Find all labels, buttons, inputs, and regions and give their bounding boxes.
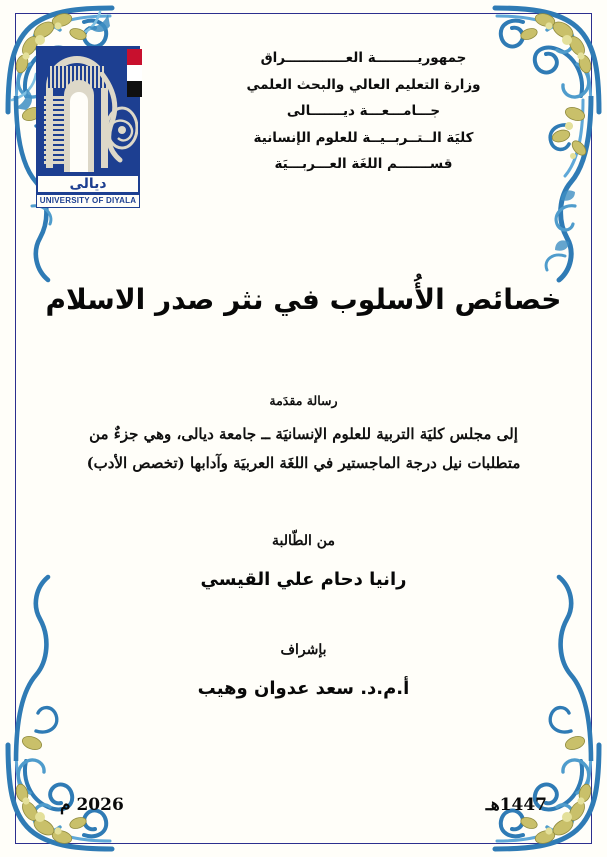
submission-heading: رسالة مقدَمة: [269, 393, 338, 408]
student-label: من الطّالبة: [272, 533, 335, 549]
cover-content: [34, 20, 573, 837]
logo-name-arabic: ديالى: [36, 174, 140, 194]
institution-lines: [148, 46, 573, 185]
submission-line-1: إلى مجلس كليَة التربية للعلوم الإنسانيَة ــ جامعة ديالى، وهي جزءٌ من: [89, 425, 518, 443]
submission-line-2: متطلبات نيل درجة الماجستير في اللغَة العربيَة وآدابها (تخصص الأدب): [86, 453, 521, 472]
supervisor-label: بإشراف: [280, 642, 327, 658]
header-line-college: كليَة الــتــربــيــة للعلوم الإنسانية: [253, 129, 474, 146]
submission-statement: [34, 393, 573, 477]
iraqi-flag-icon: [127, 49, 142, 97]
logo-name-english: UNIVERSITY OF DIYALA: [36, 194, 140, 208]
header-line-country: جمهوريـــــــــة العـــــــــــــراق: [260, 50, 467, 66]
date-gregorian: 2026 م: [60, 795, 124, 815]
header-line-university: جـــامـــعـــة ديـــــــالى: [286, 103, 441, 119]
header-line-department: قســـــــم اللغَة العـــربـــيَة: [274, 156, 453, 172]
student-name: رانيا دحام علي القيسي: [200, 569, 407, 590]
supervisor-name: أ.م.د. سعد عدوان وهيب: [197, 678, 410, 699]
header-line-ministry: وزارة التعليم العالي والبحث العلمي: [246, 76, 481, 93]
logo-arch-core: [70, 92, 88, 172]
dates-row: [34, 795, 573, 815]
title-block: [34, 282, 573, 317]
university-logo: [34, 46, 146, 216]
supervisor-block: [34, 642, 573, 699]
date-hijri: 1447هـ: [485, 795, 547, 815]
thesis-title: خصائص الأُسلوب في نثر صدر الاسلام: [45, 283, 562, 316]
student-block: [34, 533, 573, 590]
institution-header: [34, 20, 573, 216]
